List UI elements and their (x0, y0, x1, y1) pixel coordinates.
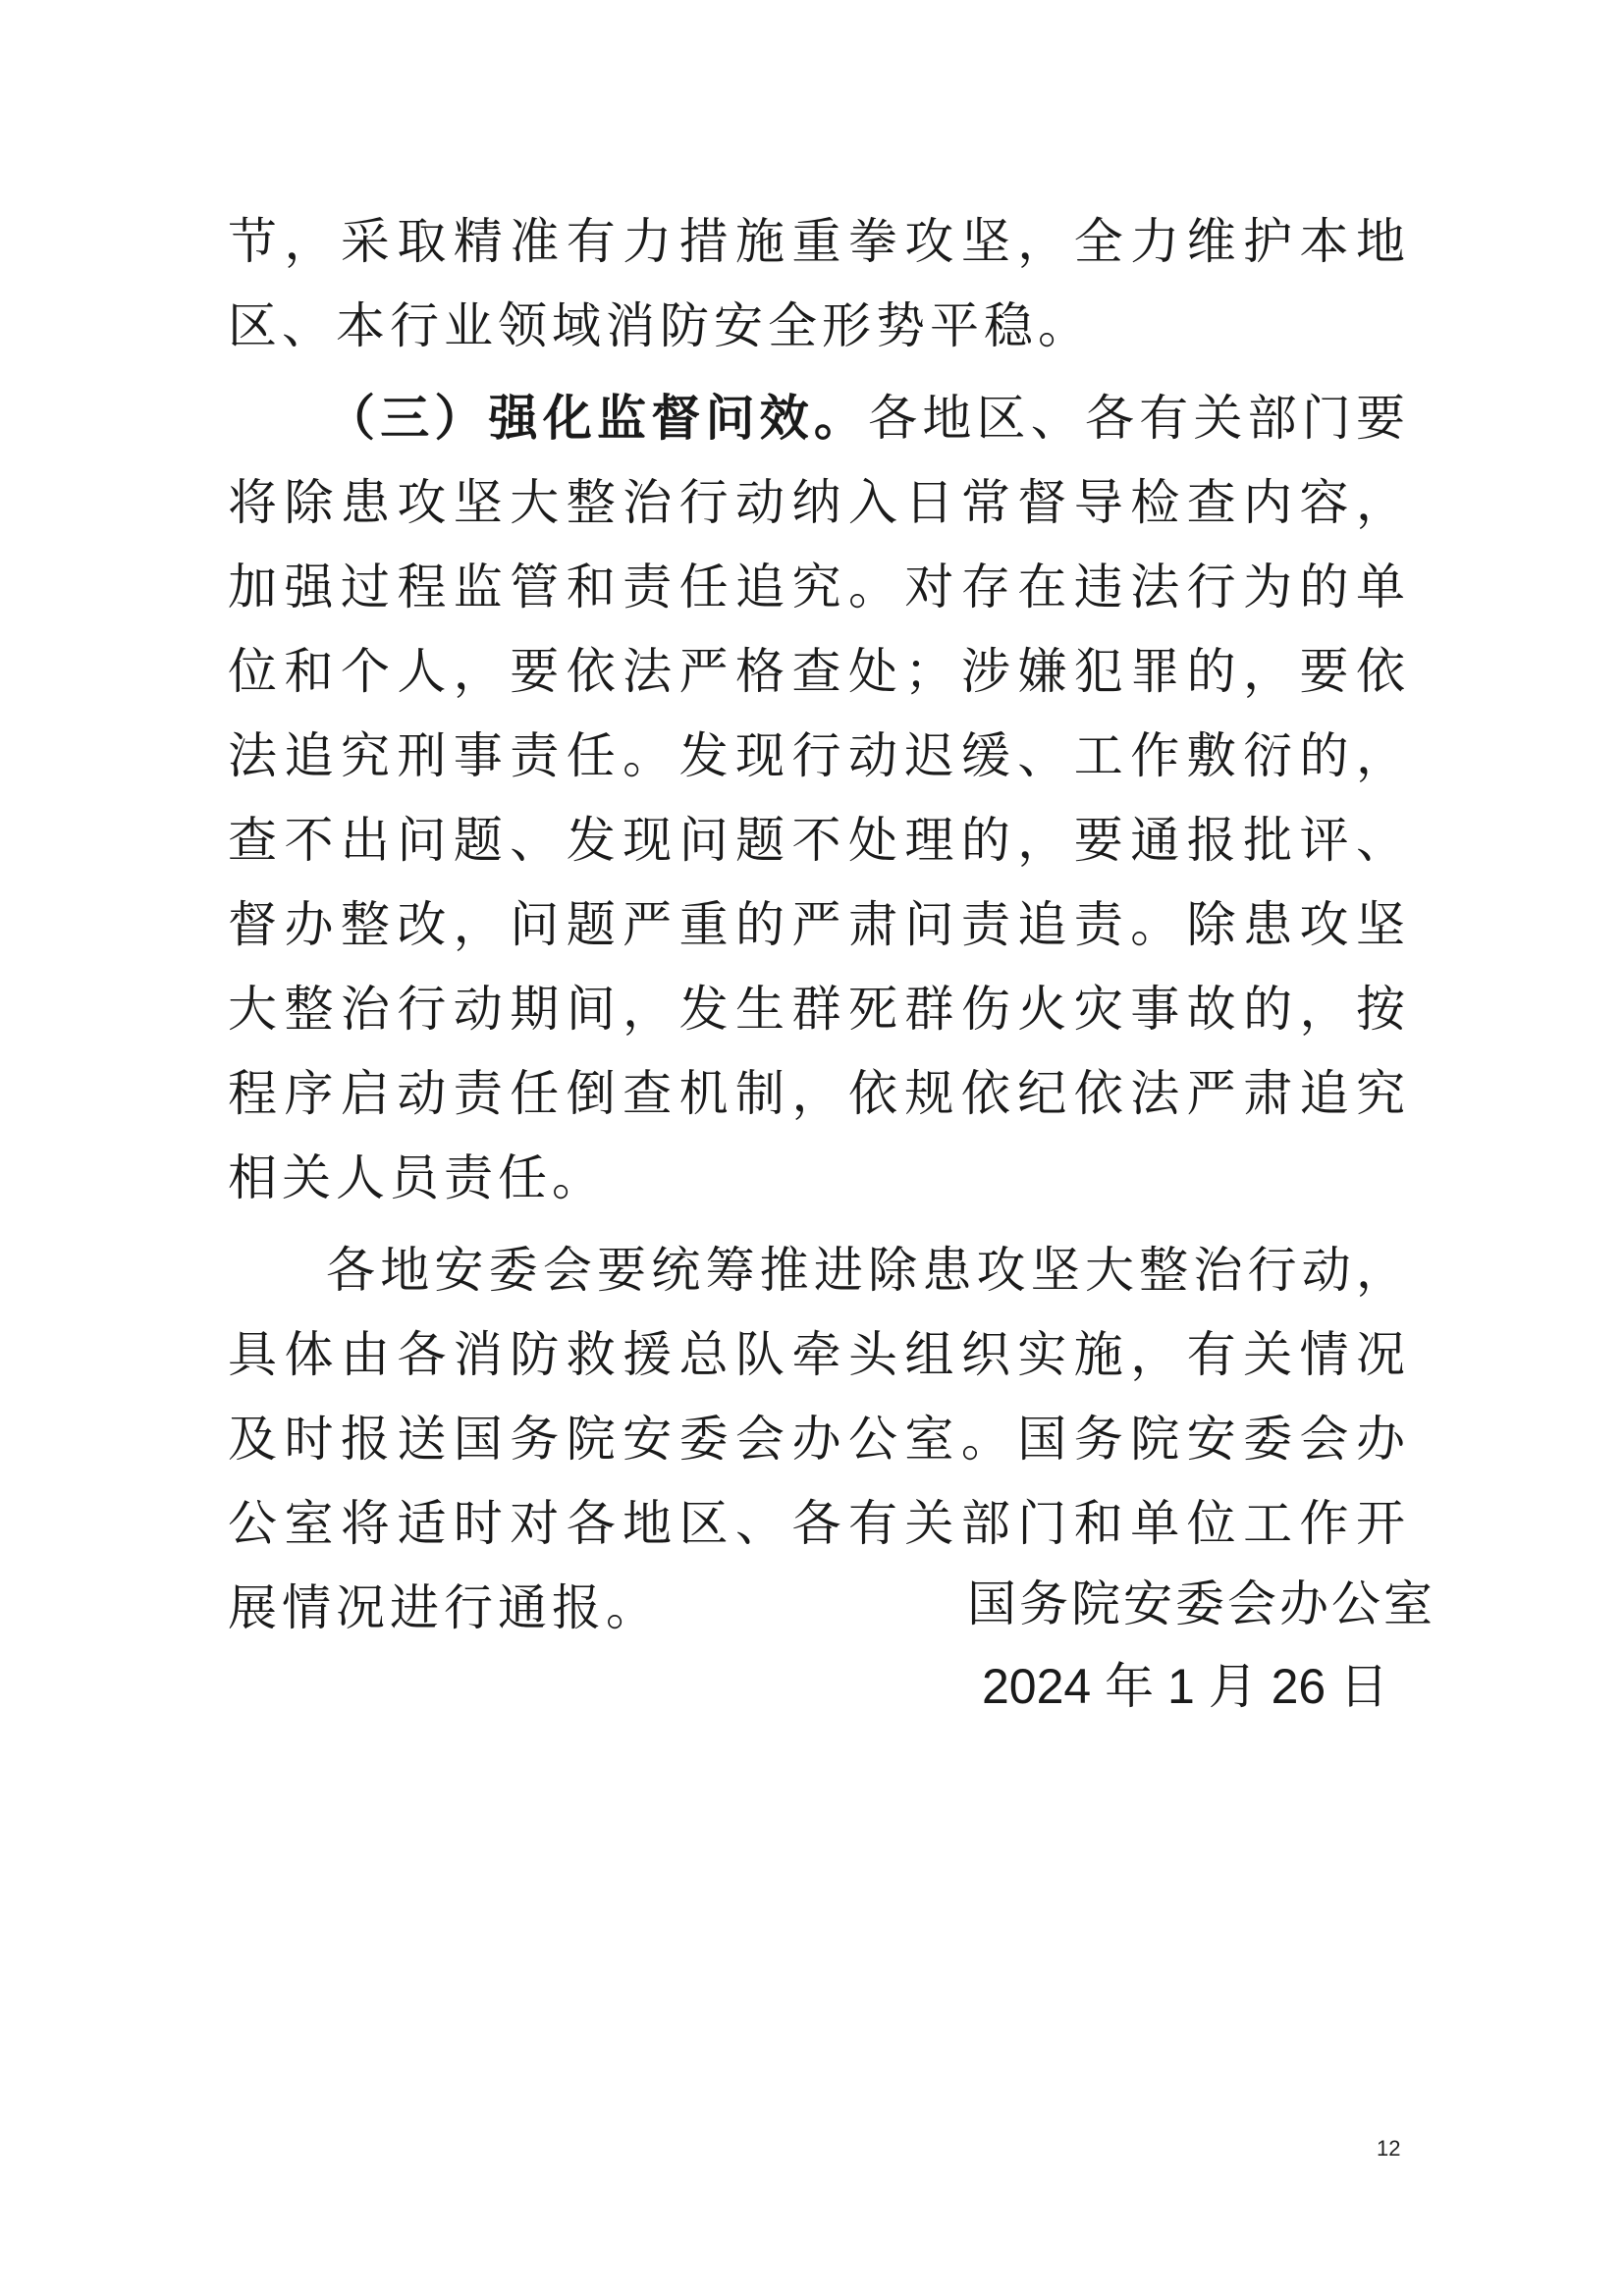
section-3-body: 各地区、各有关部门要将除患攻坚大整治行动纳入日常督导检查内容，加强过程监管和责任追究。对存在违法行为的单位和个人，要依法严格查处；涉嫌犯罪的，要依法追究刑事责任。发现行动迟缓、工作敷衍的，查不出问题、发现问题不处理的，要通报批评、督办整改，问题严重的严肃问责追责。除患攻坚大整治行动期间，发生群死群伤火灾事故的，按程序启动责任倒查机制，依规依纪依法严肃追究相关人员责任。 (228, 390, 1411, 1206)
issue-date: 2024 年 1 月 26 日 (982, 1659, 1389, 1714)
section-3-heading: （三）强化监督问效。 (326, 390, 869, 447)
continuation-paragraph: 节，采取精准有力措施重拳攻坚，全力维护本地区、本行业领域消防安全形势平稳。 (228, 213, 1410, 354)
document-body (228, 199, 1410, 1658)
closing-paragraph: 各地安委会要统筹推进除患攻坚大整治行动，具体由各消防救援总队牵头组织实施，有关情况及时报送国务院安委会办公室。国务院安委会办公室将适时对各地区、各有关部门和单位工作开展情况进行通报。 (228, 1242, 1410, 1636)
issuer-signature: 国务院安委会办公室 (967, 1575, 1435, 1632)
page-number: 12 (1377, 2136, 1401, 2161)
section-3-paragraph (228, 376, 1410, 1220)
